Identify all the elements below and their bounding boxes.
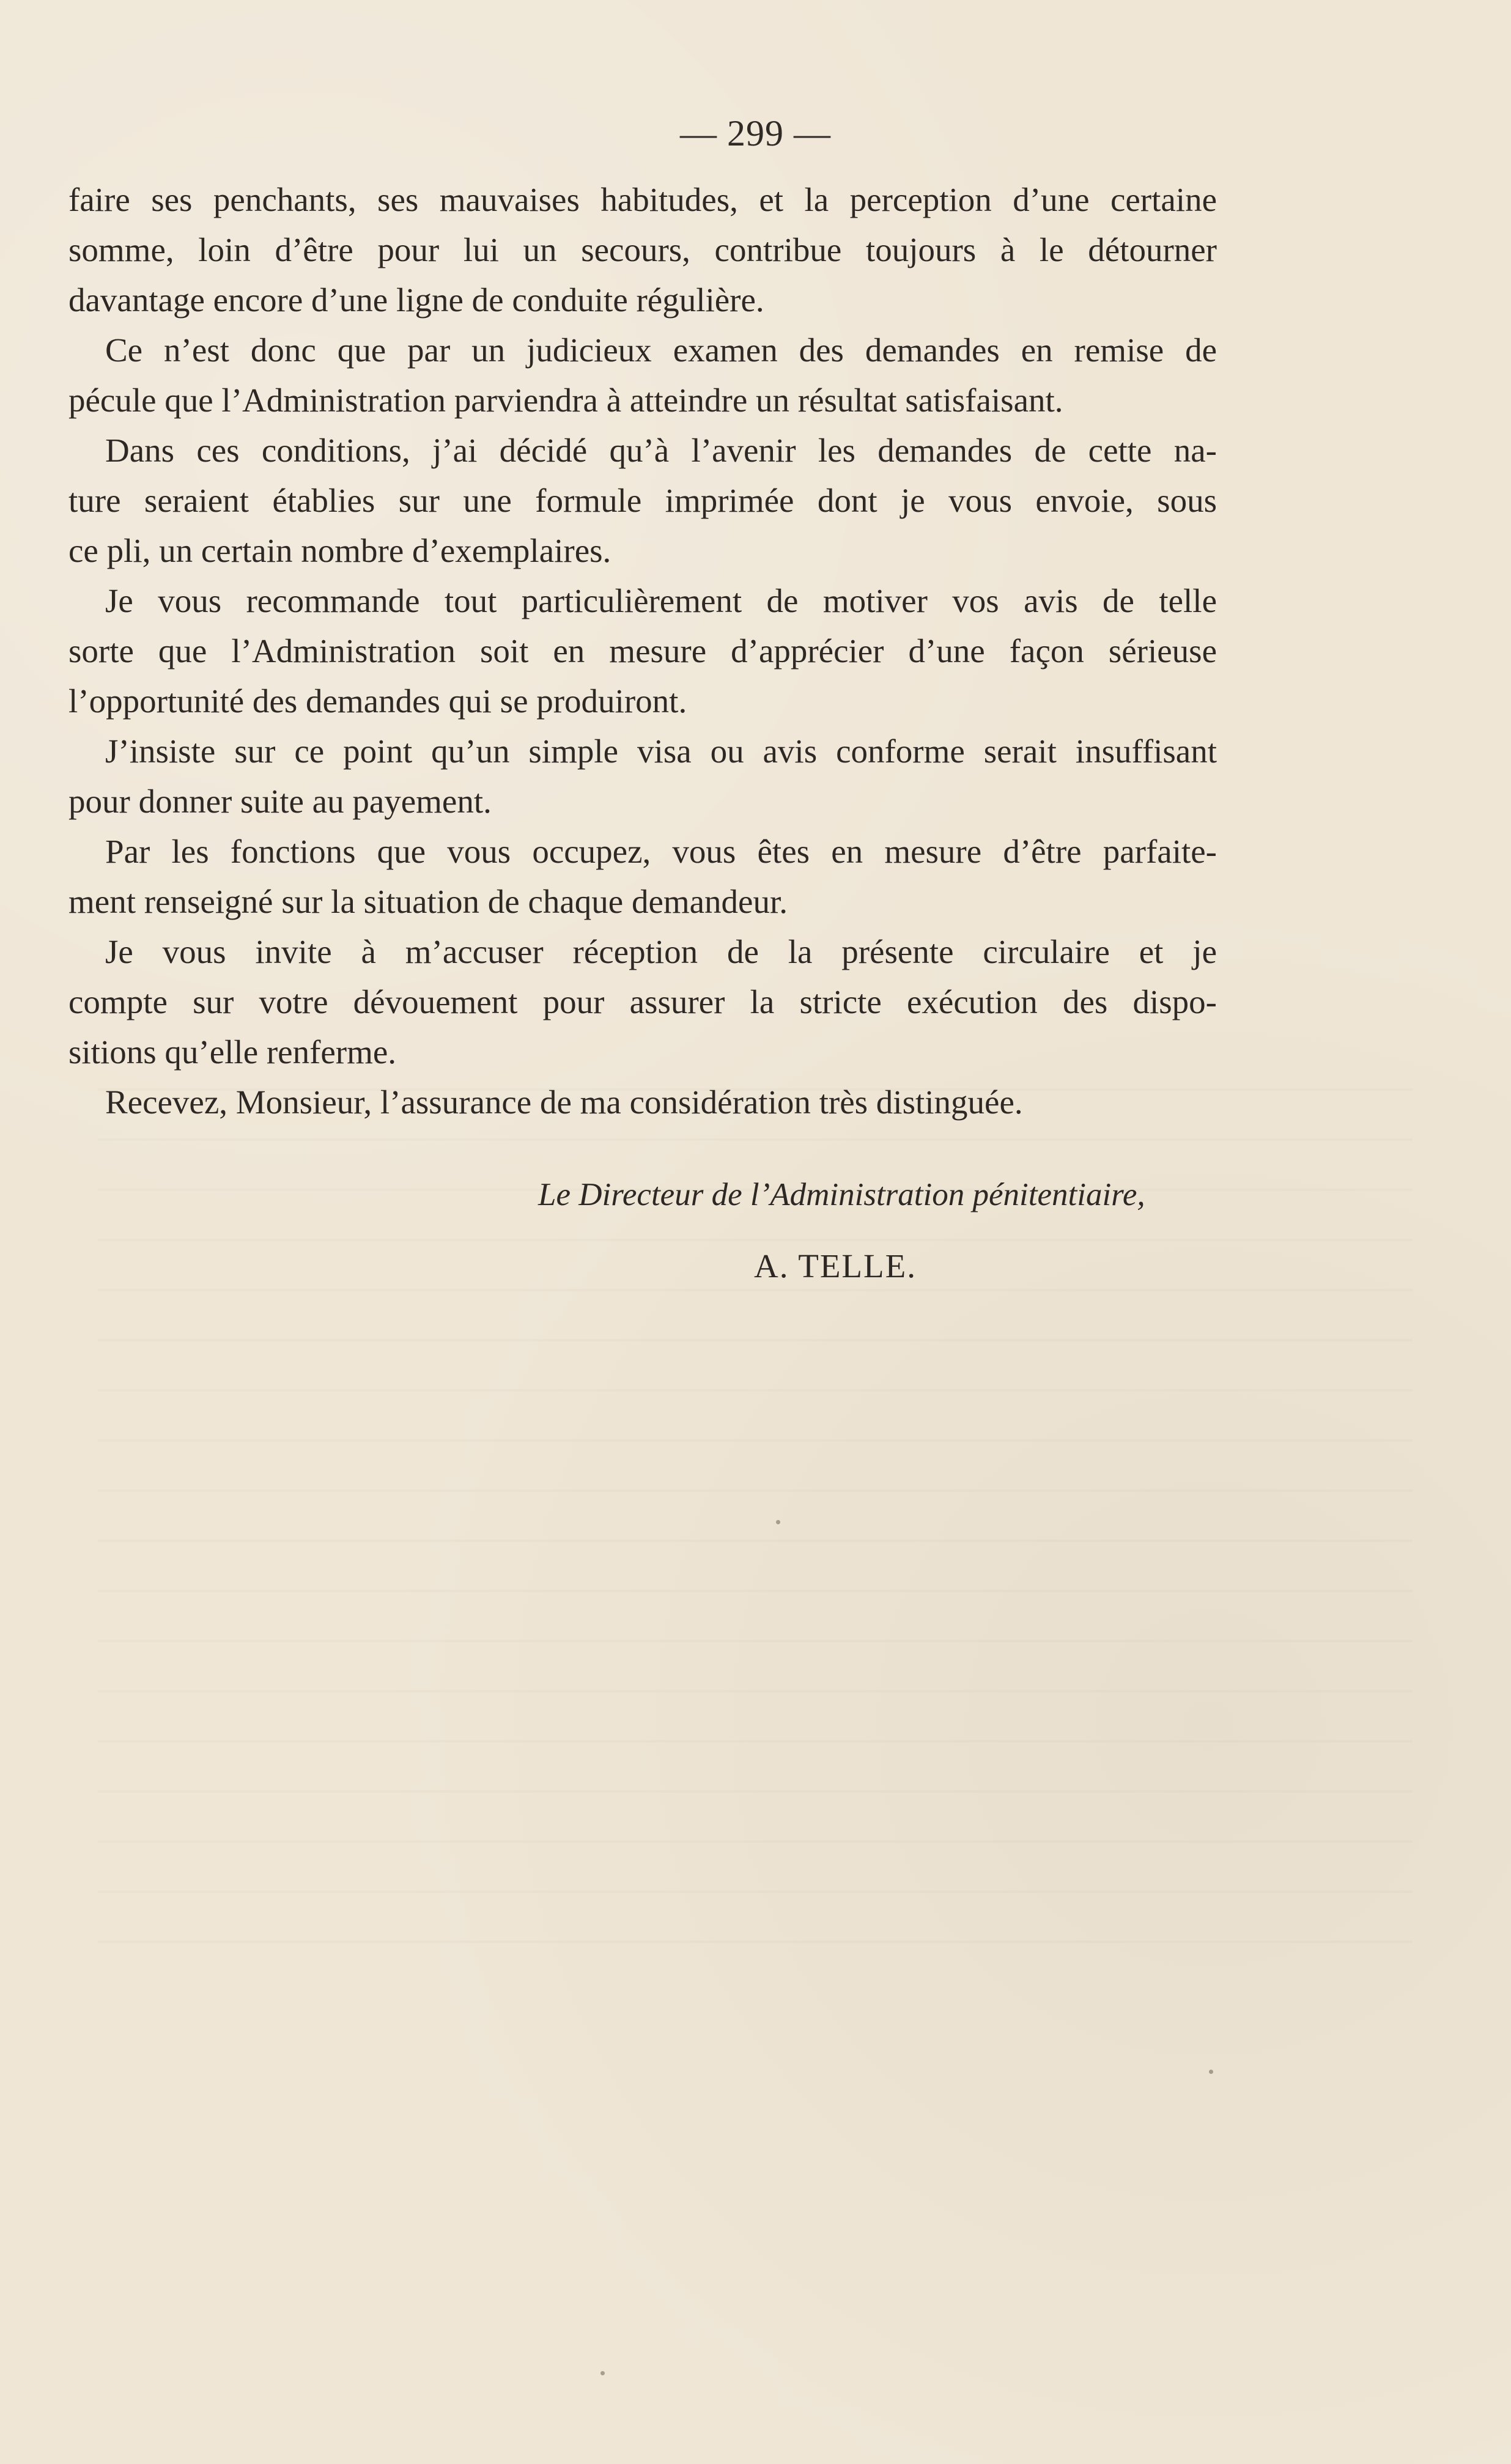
- text-line: davantage encore d’une ligne de conduite régulière.: [68, 281, 764, 319]
- paper-mark: [776, 1520, 780, 1524]
- text-line: pour donner suite au payement.: [68, 783, 492, 820]
- signature-role: Le Directeur de l’Administration pénitentiaire,: [538, 1177, 1145, 1212]
- signature-name: A. TELLE.: [754, 1247, 917, 1285]
- text-line: l’opportunité des demandes qui se produiront.: [68, 682, 687, 720]
- text-line: Recevez, Monsieur, l’assurance de ma considération très distinguée.: [105, 1083, 1023, 1121]
- text-line: Dans ces conditions, j’ai décidé qu’à l’avenir les demandes de cette na-: [105, 432, 1217, 469]
- page-number: — 299 —: [680, 113, 831, 153]
- text-line: ture seraient établies sur une formule imprimée dont je vous envoie, sous: [68, 482, 1217, 519]
- show-through-texture: [98, 1088, 1413, 1944]
- text-line: Je vous invite à m’accuser réception de la présente circulaire et je: [105, 933, 1217, 970]
- text-line: Je vous recommande tout particulièrement de motiver vos avis de telle: [105, 582, 1217, 619]
- text-line: sitions qu’elle renferme.: [68, 1033, 397, 1071]
- text-line: Par les fonctions que vous occupez, vous êtes en mesure d’être parfaite-: [105, 833, 1217, 870]
- paper-mark: [1209, 2070, 1213, 2074]
- text-line: faire ses penchants, ses mauvaises habitudes, et la perception d’une certaine: [68, 181, 1217, 218]
- text-line: ce pli, un certain nombre d’exemplaires.: [68, 532, 611, 569]
- body-text: [68, 175, 1217, 1127]
- text-line: somme, loin d’être pour lui un secours, contribue toujours à le détourner: [68, 231, 1217, 268]
- text-line: sorte que l’Administration soit en mesure d’apprécier d’une façon sérieuse: [68, 632, 1217, 669]
- text-line: pécule que l’Administration parviendra à atteindre un résultat satisfaisant.: [68, 382, 1063, 419]
- text-line: J’insiste sur ce point qu’un simple visa ou avis conforme serait insuffisant: [105, 732, 1217, 770]
- text-line: compte sur votre dévouement pour assurer la stricte exécution des dispo-: [68, 983, 1217, 1020]
- text-line: Ce n’est donc que par un judicieux examen des demandes en remise de: [105, 331, 1217, 369]
- paper-mark: [600, 2371, 605, 2375]
- text-line: ment renseigné sur la situation de chaque demandeur.: [68, 883, 788, 920]
